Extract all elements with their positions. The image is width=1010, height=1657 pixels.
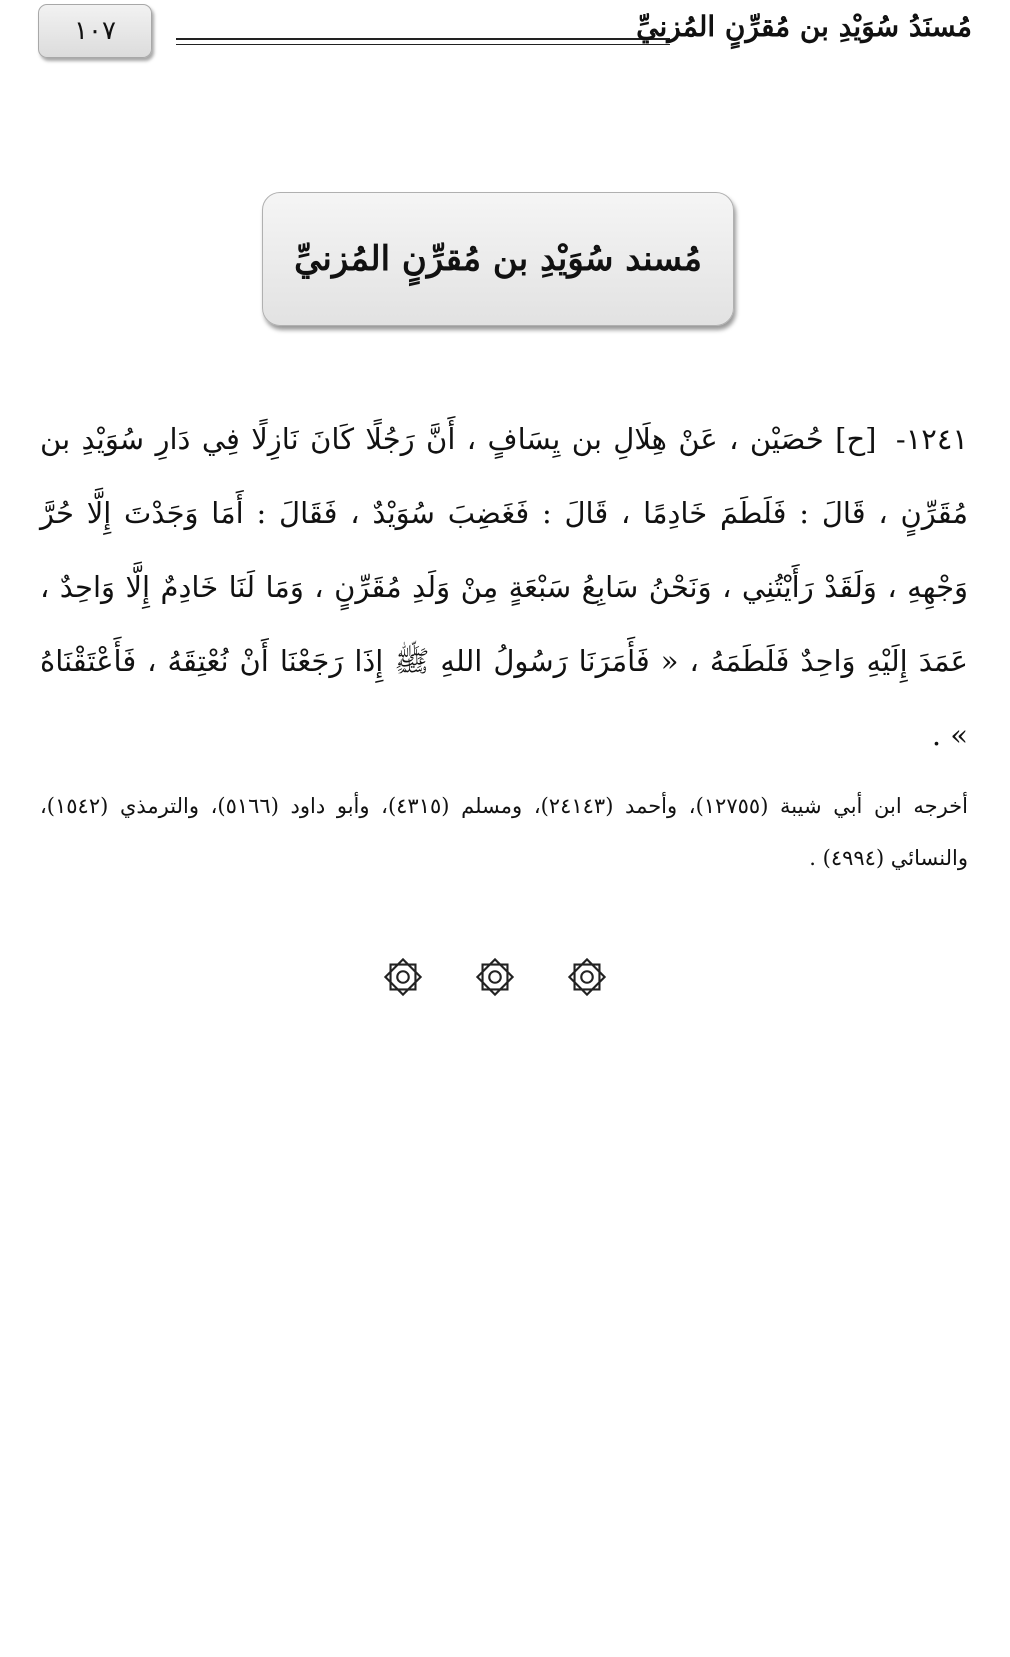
hadith-number: ١٢٤١- [895, 422, 968, 456]
ornament-row [380, 952, 610, 1002]
hadith-paragraph [40, 402, 968, 772]
page-header [0, 0, 1010, 70]
eight-point-star-icon [380, 954, 426, 1000]
eight-point-star-icon [472, 954, 518, 1000]
header-rule [176, 38, 670, 45]
running-title: مُسنَدُ سُوَيْدِ بن مُقرِّنٍ المُزنيِّ [636, 10, 972, 43]
section-title: مُسند سُوَيْدِ بن مُقرِّنٍ المُزنيِّ [294, 239, 702, 279]
page-number: ١٠٧ [74, 16, 116, 46]
eight-point-star-icon [564, 954, 610, 1000]
section-title-box [262, 192, 734, 326]
takhrij-footnote: أخرجه ابن أبي شيبة (١٢٧٥٥)، وأحمد (٢٤١٤٣)، ومسلم (٤٣١٥)، وأبو داود (٥١٦٦)، والترمذي (١٥٤٢)، والنسائي (٤٩٩٤) . [40, 794, 968, 870]
page-number-box [38, 4, 152, 58]
hadith-text: [ح] حُصَيْن ، عَنْ هِلَالِ بن يِسَافٍ ، أَنَّ رَجُلًا كَانَ نَازِلًا فِي دَارِ سُوَيْدِ بن مُقَرِّنٍ ، قَالَ : فَلَطَمَ خَادِمًا ، قَالَ : فَغَضِبَ سُوَيْدٌ ، فَقَالَ : أَمَا وَجَدْتَ إِلَّا حُرَّ وَجْهِهِ ، وَلَقَدْ رَأَيْتُنِي ، وَنَحْنُ سَابِعُ سَبْعَةٍ مِنْ وَلَدِ مُقَرِّنٍ ، وَمَا لَنَا خَادِمٌ إِلَّا وَاحِدٌ ، عَمَدَ إِلَيْهِ وَاحِدٌ فَلَطَمَهُ ، « فَأَمَرَنَا رَسُولُ اللهِ ﷺ إِذَا رَجَعْنَا أَنْ نُعْتِقَهُ ، فَأَعْتَقْنَاهُ » . [40, 422, 968, 752]
